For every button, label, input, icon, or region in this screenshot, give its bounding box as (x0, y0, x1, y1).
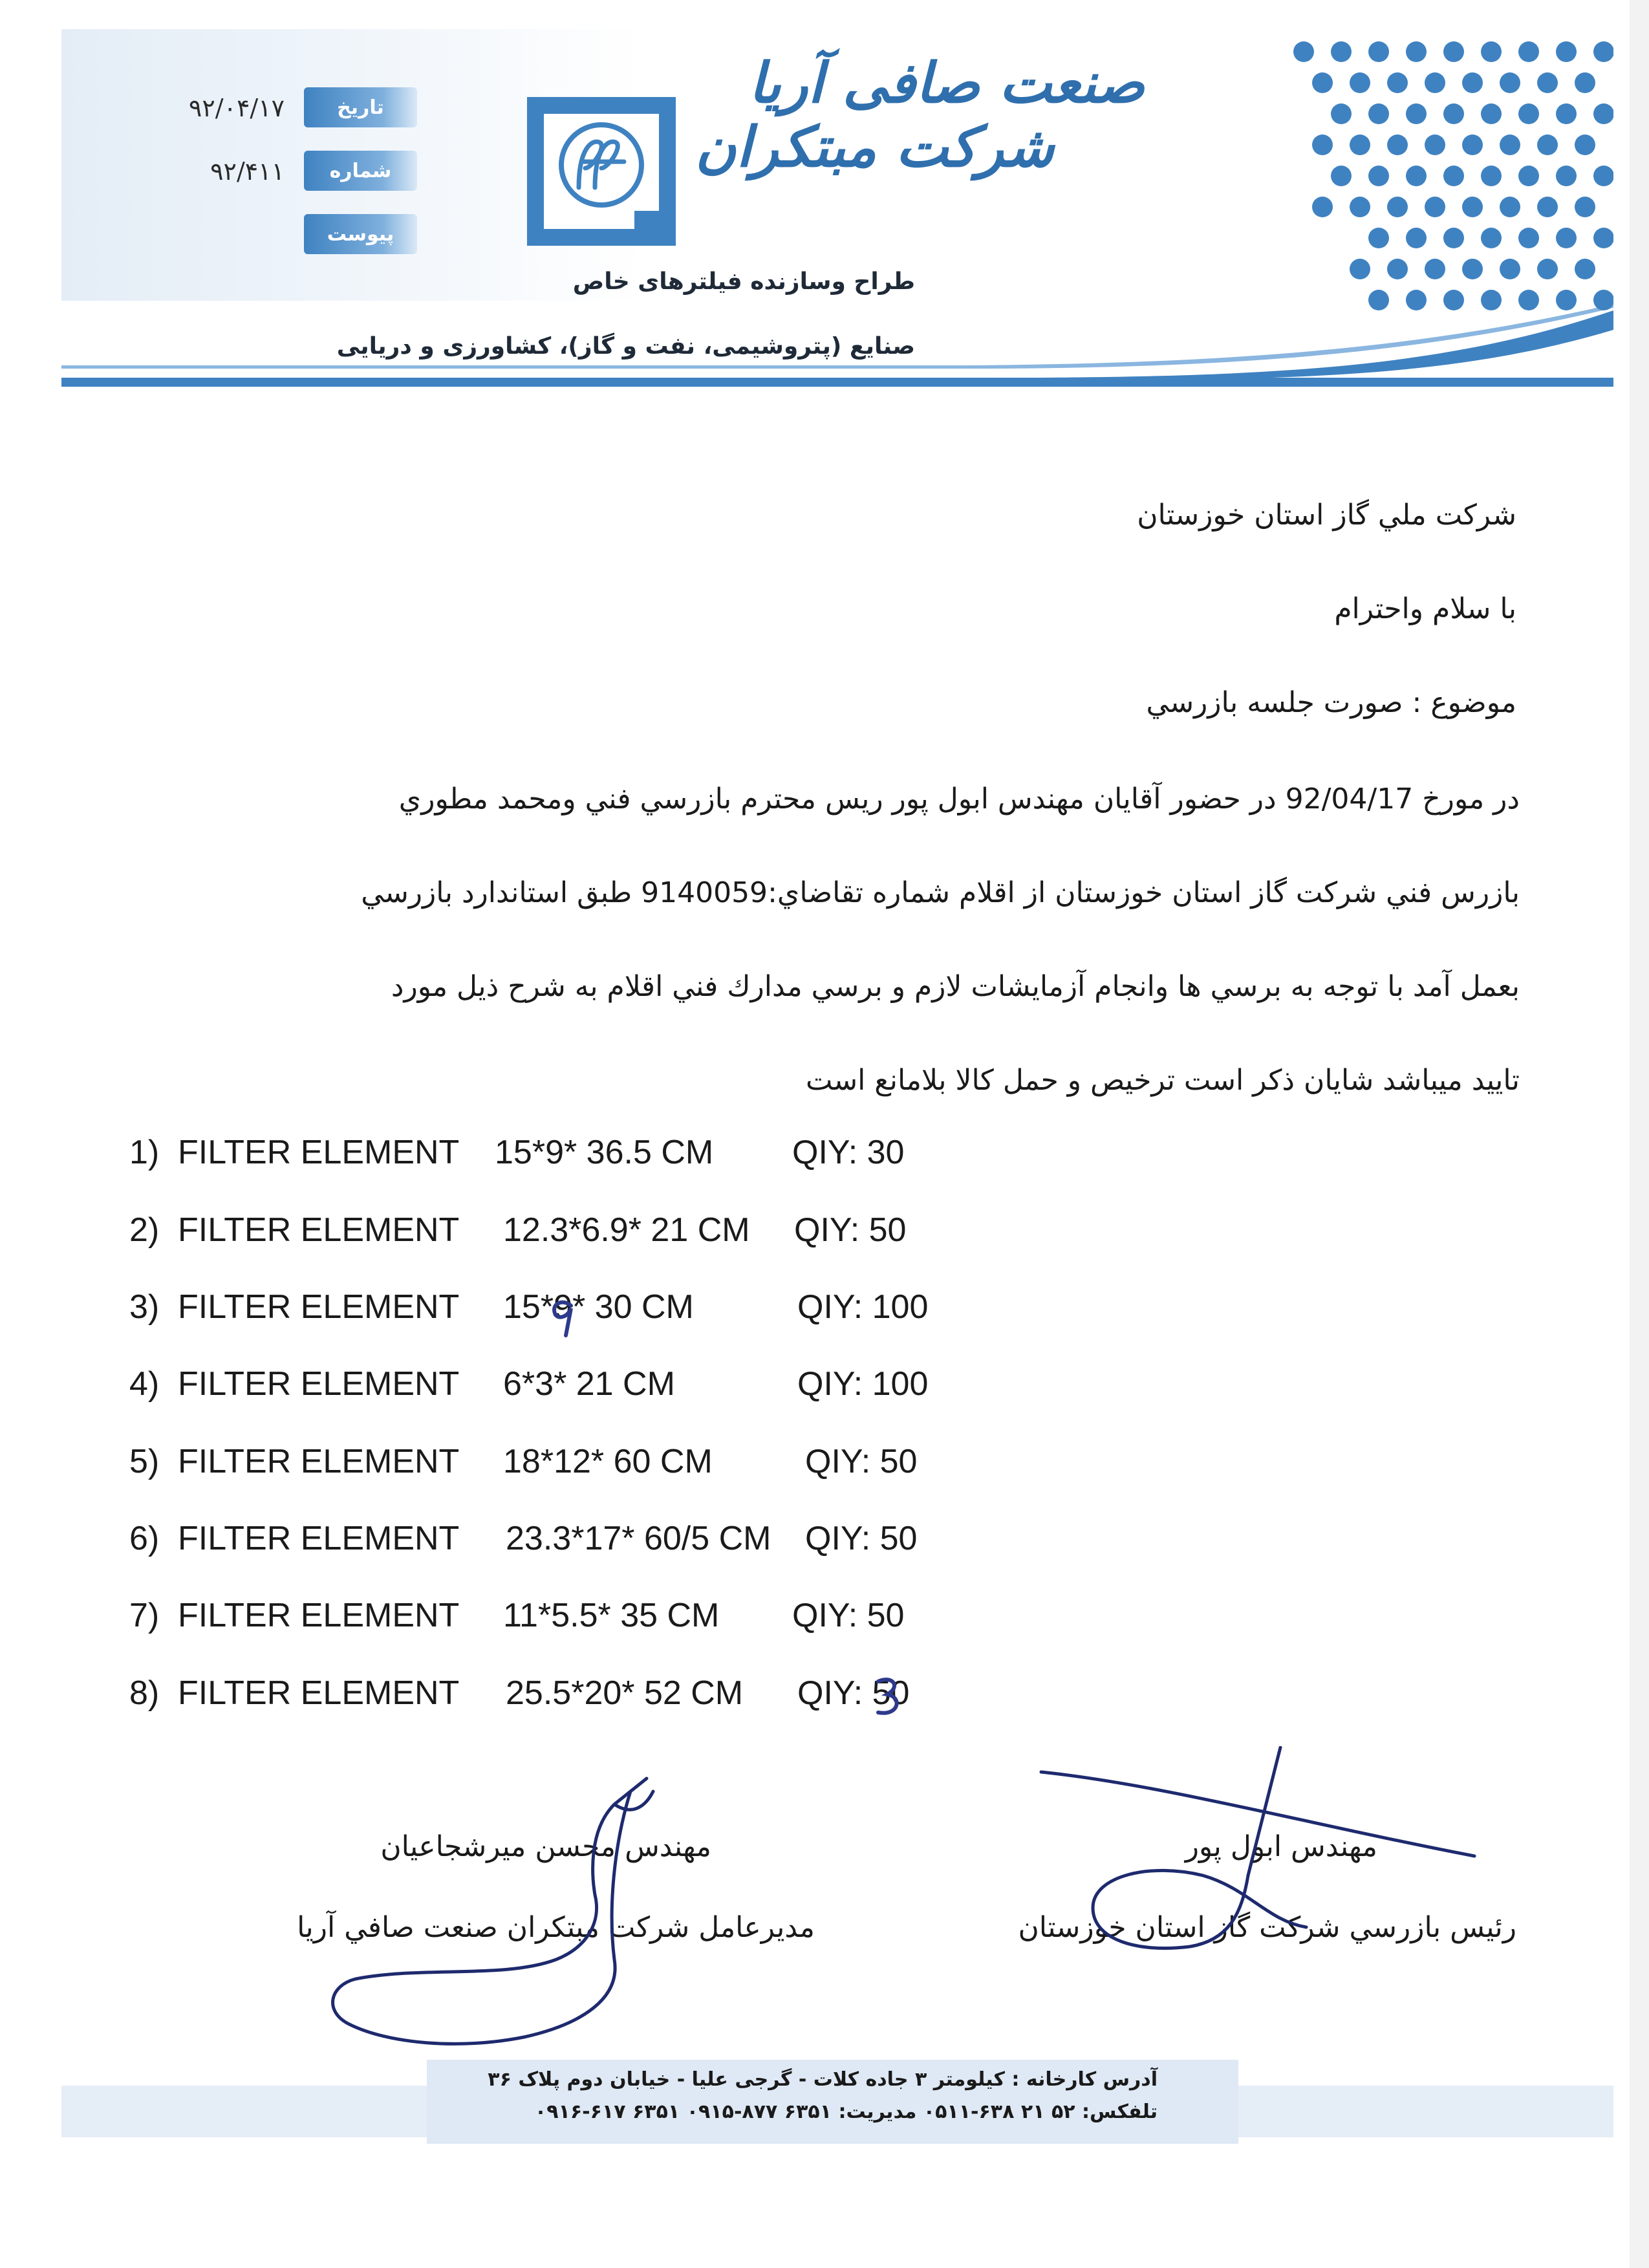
pattern-dot (1500, 135, 1520, 155)
number-tag (304, 151, 417, 191)
list-item (129, 1442, 970, 1487)
pattern-dot (1500, 72, 1520, 93)
item-name: FILTER ELEMENT (178, 1134, 460, 1171)
pattern-dot (1518, 290, 1539, 310)
pattern-dot (1406, 166, 1427, 186)
item-size: 6*3* 21 CM (503, 1365, 675, 1403)
pattern-dot (1350, 259, 1370, 279)
signature-right (1035, 1746, 1487, 1979)
footer-address: آدرس کارخانه : کیلومتر ۳ جاده کلات - گرجی علیا - خیابان دوم پلاک ۳۶ (488, 2068, 1158, 2091)
recipient: شرکت ملي گاز استان خوزستان (1137, 499, 1516, 532)
item-number: 4) (129, 1365, 160, 1403)
item-qty: QIY: 50 (805, 1443, 918, 1480)
pattern-dot (1443, 228, 1464, 248)
pattern-dot (1368, 228, 1389, 248)
pattern-dot (1481, 103, 1502, 124)
pattern-dot (1387, 259, 1408, 279)
pattern-dot (1481, 228, 1502, 248)
item-name: FILTER ELEMENT (178, 1520, 460, 1557)
list-item (129, 1133, 970, 1178)
pattern-dot (1331, 103, 1352, 124)
signer-right-name: مهندس ابول پور (1185, 1830, 1377, 1863)
pattern-dot (1481, 41, 1502, 62)
pattern-dot (1406, 41, 1427, 62)
pattern-dot (1350, 135, 1370, 155)
pattern-dot (1556, 228, 1577, 248)
pattern-dot (1556, 41, 1577, 62)
pattern-dot (1425, 197, 1445, 217)
pattern-dot (1518, 103, 1539, 124)
item-size: 23.3*17* 60/5 CM (506, 1520, 771, 1557)
pattern-dot (1425, 259, 1445, 279)
attachment-tag-label: پیوست (327, 222, 394, 246)
letter-number: ۹۲/۴۱۱ (210, 157, 285, 186)
pattern-dot (1593, 41, 1613, 62)
pattern-dot (1387, 197, 1408, 217)
item-name: FILTER ELEMENT (178, 1597, 460, 1634)
item-qty: QIY: 100 (797, 1288, 929, 1326)
pattern-dot (1312, 197, 1333, 217)
date-tag-label: تاریخ (337, 96, 384, 119)
pattern-dot (1500, 197, 1520, 217)
pattern-dot (1518, 228, 1539, 248)
pattern-dot (1537, 259, 1558, 279)
pattern-dot (1537, 135, 1558, 155)
pattern-dot (1350, 72, 1370, 93)
pattern-dot (1350, 197, 1370, 217)
item-size: 12.3*6.9* 21 CM (503, 1211, 750, 1249)
item-name: FILTER ELEMENT (178, 1674, 460, 1712)
company-tagline: طراح وسازنده فیلترهای خاص (572, 268, 915, 295)
list-item (129, 1519, 970, 1564)
item-number: 1) (129, 1134, 160, 1171)
company-name-line2: شرکت مبتکران (695, 114, 1054, 180)
subject: موضوع : صورت جلسه بازرسي (1146, 686, 1516, 719)
pattern-dot (1368, 166, 1389, 186)
pattern-dot (1556, 166, 1577, 186)
pattern-dot (1406, 290, 1427, 310)
pattern-dot (1462, 72, 1483, 93)
item-number: 6) (129, 1520, 160, 1557)
date-tag (304, 87, 417, 127)
greeting: با سلام واحترام (1334, 592, 1516, 625)
pattern-dot (1312, 72, 1333, 93)
item-name: FILTER ELEMENT (178, 1288, 460, 1326)
company-logo (527, 97, 676, 246)
number-tag-label: شماره (329, 159, 392, 182)
pattern-dot (1518, 41, 1539, 62)
pattern-dot (1593, 166, 1613, 186)
pattern-dot (1368, 103, 1389, 124)
pattern-dot (1293, 41, 1314, 62)
footer-phones: تلفکس: ۵۲ ۲۱ ۶۳۸-۰۵۱۱ مدیریت: ۶۳۵۱ ۸۷۷-۰۹۱۵ ۶۳۵۱ ۶۱۷-۰۹۱۶ (534, 2101, 1158, 2123)
pattern-dot (1331, 41, 1352, 62)
item-size: 25.5*20* 52 CM (506, 1674, 744, 1712)
company-name (679, 52, 1183, 259)
list-item (129, 1596, 970, 1641)
item-size: 11*5.5* 35 CM (503, 1597, 720, 1634)
item-name: FILTER ELEMENT (178, 1365, 460, 1403)
item-number: 3) (129, 1288, 160, 1326)
item-size: 15*9* 36.5 CM (495, 1134, 714, 1171)
item-qty: QIY: 50 (805, 1520, 918, 1557)
signature-left (310, 1766, 698, 2069)
pattern-dot (1575, 259, 1595, 279)
pattern-dot (1443, 290, 1464, 310)
pattern-dot (1462, 197, 1483, 217)
company-industries: صنایع (پتروشیمی، نفت و گاز)، کشاورزی و دریایی (336, 333, 915, 360)
pattern-dot (1312, 135, 1333, 155)
pattern-dot (1368, 41, 1389, 62)
pattern-dot (1593, 290, 1613, 310)
item-qty: QIY: 50 (794, 1211, 907, 1249)
dot-pattern-graphic (1151, 32, 1613, 323)
item-qty: QIY: 30 (792, 1134, 905, 1171)
signer-right-title: رئيس بازرسي شركت گاز استان خوزستان (1018, 1911, 1516, 1944)
signer-left-title: مديرعامل شركت مبتكران صنعت صافي آريا (297, 1911, 815, 1944)
item-size: 15*9* 30 CM (503, 1288, 694, 1326)
pattern-dot (1500, 259, 1520, 279)
page-edge (1630, 0, 1649, 2268)
list-item (129, 1674, 970, 1719)
pattern-dot (1387, 135, 1408, 155)
pattern-dot (1575, 135, 1595, 155)
pattern-dot (1556, 290, 1577, 310)
pattern-dot (1556, 103, 1577, 124)
item-size: 18*12* 60 CM (503, 1443, 713, 1480)
item-number: 5) (129, 1443, 160, 1480)
pattern-dot (1575, 197, 1595, 217)
pattern-dot (1518, 166, 1539, 186)
pattern-dot (1537, 72, 1558, 93)
pattern-dot (1481, 166, 1502, 186)
pattern-dot (1387, 72, 1408, 93)
pattern-dot (1425, 135, 1445, 155)
item-qty: QIY: 100 (797, 1365, 929, 1403)
attachment-tag (304, 214, 417, 254)
pattern-dot (1443, 41, 1464, 62)
item-name: FILTER ELEMENT (178, 1443, 460, 1480)
pattern-dot (1481, 290, 1502, 310)
pattern-dot (1443, 103, 1464, 124)
item-number: 7) (129, 1597, 160, 1634)
pattern-dot (1462, 135, 1483, 155)
pattern-dot (1593, 228, 1613, 248)
body-line-2: بازرس فني شركت گاز استان خوزستان از اقلام شماره تقاضاي:9140059 طبق استاندارد بازرسي (361, 876, 1520, 909)
body-line-3: بعمل آمد با توجه به برسي ها وانجام آزمايشات لازم و برسي مدارك فني اقلام به شرح ذيل مورد (391, 970, 1520, 1003)
item-qty: QIY: 50 (797, 1674, 910, 1712)
item-name: FILTER ELEMENT (178, 1211, 460, 1249)
body-line-1: در مورخ 92/04/17 در حضور آقايان مهندس ابول پور ريس محترم بازرسي فني ومحمد مطوري (398, 783, 1520, 815)
signer-left-name: مهندس محسن ميرشجاعيان (380, 1830, 711, 1863)
item-qty: QIY: 50 (792, 1597, 905, 1634)
company-name-line1: صنعت صافی آریا (748, 50, 1145, 116)
item-number: 8) (129, 1674, 160, 1712)
pattern-dot (1406, 103, 1427, 124)
pattern-dot (1406, 228, 1427, 248)
body-line-4: تاييد ميباشد شايان ذكر است ترخيص و حمل كالا بلامانع است (806, 1064, 1520, 1097)
pattern-dot (1425, 72, 1445, 93)
pattern-dot (1368, 290, 1389, 310)
handwritten-correction-mark (546, 1297, 579, 1342)
handwritten-correction-mark (873, 1675, 905, 1720)
pattern-dot (1443, 166, 1464, 186)
letter-date: ۹۲/۰۴/۱۷ (188, 94, 285, 122)
letterhead-rule (61, 378, 1613, 387)
list-item (129, 1211, 970, 1256)
list-item (129, 1365, 970, 1410)
pattern-dot (1331, 166, 1352, 186)
pattern-dot (1593, 103, 1613, 124)
item-number: 2) (129, 1211, 160, 1249)
pattern-dot (1462, 259, 1483, 279)
pattern-dot (1537, 197, 1558, 217)
pattern-dot (1575, 72, 1595, 93)
